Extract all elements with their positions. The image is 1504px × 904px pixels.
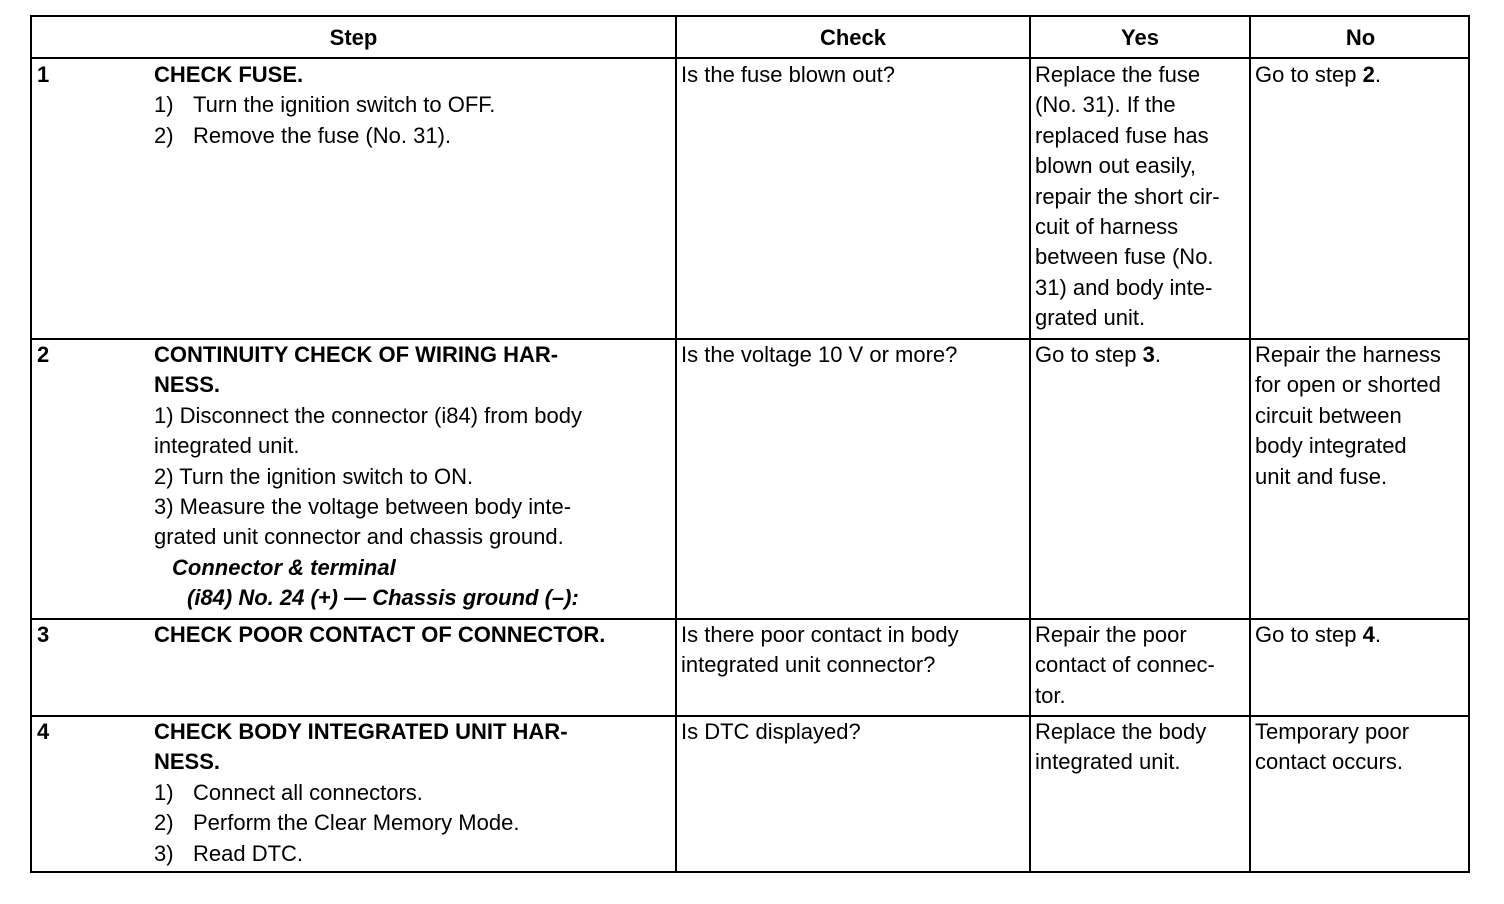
header-no: No <box>1345 25 1376 50</box>
step-number: 3 <box>37 622 50 647</box>
yes-action: Replace the fuse (No. 31). If the replaced fuse has blown out easily, repair the short cir- cuit of harness between fuse (No. 31) and body inte- grated unit. <box>1035 62 1220 331</box>
no-action: Go to step 2. <box>1255 62 1381 87</box>
sub-step: 2) Remove the fuse (No. 31). <box>154 122 452 148</box>
step-title: NESS. <box>154 372 221 398</box>
step-number: 2 <box>37 342 50 367</box>
step-title: CONTINUITY CHECK OF WIRING HAR- <box>154 342 559 367</box>
header-yes: Yes <box>1121 25 1159 50</box>
step-title: NESS. <box>154 749 221 775</box>
no-action: Temporary poor contact occurs. <box>1255 719 1410 775</box>
yes-action: Replace the body integrated unit. <box>1035 719 1207 775</box>
sub-step: 3) Read DTC. <box>154 840 304 866</box>
column-divider <box>675 17 677 871</box>
check-question: Is there poor contact in body integrated unit connector? <box>681 622 959 678</box>
step-detail: CONTINUITY CHECK OF WIRING HAR- NESS. 1) Disconnect the connector (i84) from body integrated unit. 2) Turn the ignition switch to ON. 3) Measure the voltage between body inte- grated unit connector and chassis ground. Connector & terminal (i84) No. 24 (+) — Chassis ground (–): <box>154 340 582 614</box>
check-question: Is DTC displayed? <box>681 719 861 744</box>
header-step: Step <box>329 25 378 50</box>
step-detail <box>154 60 495 151</box>
step-number: 4 <box>37 719 50 744</box>
spec-label: Connector & terminal <box>172 554 396 580</box>
step-detail <box>154 620 605 650</box>
column-divider <box>1029 17 1031 871</box>
step-title: CHECK BODY INTEGRATED UNIT HAR- <box>154 719 568 744</box>
step-detail <box>154 717 568 869</box>
check-question: Is the fuse blown out? <box>681 62 896 87</box>
header-check: Check <box>819 25 887 50</box>
no-action: Repair the harness for open or shorted circuit between body integrated unit and fuse. <box>1255 342 1441 489</box>
yes-action: Repair the poor contact of connec- tor. <box>1035 622 1215 708</box>
step-title: CHECK POOR CONTACT OF CONNECTOR. <box>154 622 606 647</box>
no-action: Go to step 4. <box>1255 622 1381 647</box>
sub-step: 1) Connect all connectors. <box>154 779 423 805</box>
yes-action: Go to step 3. <box>1035 342 1161 367</box>
sub-step: 2) Perform the Clear Memory Mode. <box>154 810 520 836</box>
check-question: Is the voltage 10 V or more? <box>681 342 958 367</box>
spec-value: (i84) No. 24 (+) — Chassis ground (–): <box>187 585 579 611</box>
column-divider <box>1249 17 1251 871</box>
diagnostic-table <box>30 15 1470 873</box>
step-title: CHECK FUSE. <box>154 62 304 87</box>
sub-step: 1) Turn the ignition switch to OFF. <box>154 92 496 118</box>
step-number: 1 <box>37 62 50 87</box>
row-divider <box>32 57 1468 59</box>
